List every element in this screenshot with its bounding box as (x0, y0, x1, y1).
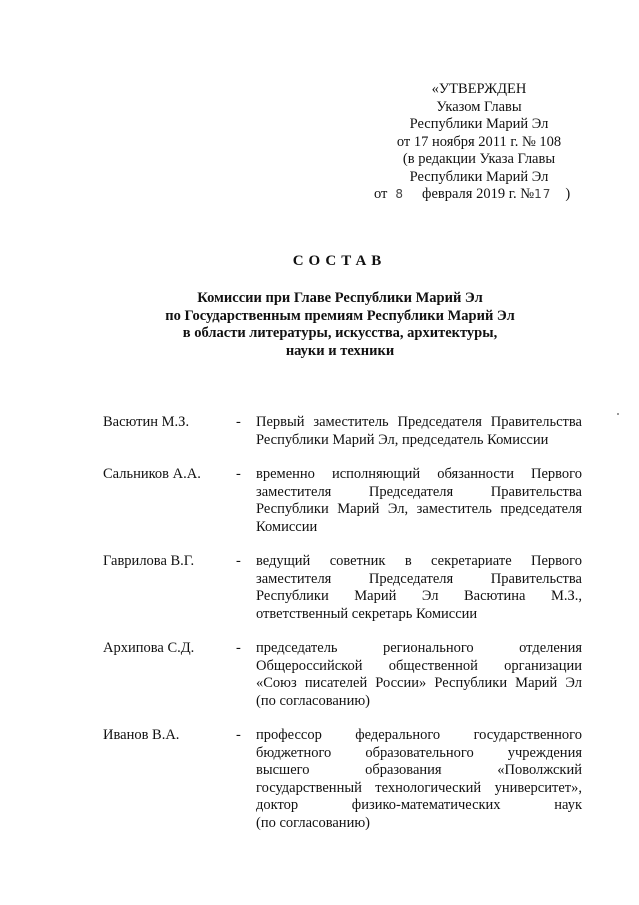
member-description (256, 553, 582, 623)
document-subtitle (120, 290, 560, 360)
member-row (0, 640, 639, 710)
description-line: профессор федерального государственного (256, 727, 582, 743)
member-description (256, 466, 582, 536)
description-line: ответственный секретарь Комиссии (256, 605, 478, 622)
member-name: Иванов В.А. (103, 727, 180, 743)
description-line: Республики Марий Эл, председатель Комиссии (256, 431, 549, 448)
member-dash: - (236, 414, 241, 430)
description-line: «Союз писателей России» Республики Марий Эл (256, 675, 582, 691)
approval-line: Республики Марий Эл (409, 168, 549, 185)
description-line: (по согласованию) (256, 814, 370, 831)
description-line: доктор физико-математических наук (256, 797, 582, 813)
description-line: (по согласованию) (256, 692, 370, 709)
member-dash: - (236, 553, 241, 569)
description-line: государственный технологический университет», (256, 779, 582, 796)
approval-number-handwritten: 17 (534, 187, 552, 201)
member-description (256, 414, 582, 449)
member-dash: - (236, 466, 241, 482)
member-name: Васютин М.З. (103, 414, 190, 430)
member-name: Сальников А.А. (103, 466, 201, 482)
description-line: заместителя Председателя Правительства (256, 483, 582, 500)
member-row (0, 414, 639, 449)
member-dash: - (236, 727, 241, 743)
approval-date-suffix: ) (565, 186, 571, 202)
approval-date-prefix: от (374, 186, 388, 202)
member-row (0, 727, 639, 832)
subtitle-line: по Государственным премиям Республики Марий Эл (165, 307, 515, 324)
description-line: заместителя Председателя Правительства (256, 570, 582, 587)
approval-line: Указом Главы (436, 98, 522, 115)
description-line: бюджетного образовательного учреждения (256, 744, 582, 761)
subtitle-line: Комиссии при Главе Республики Марий Эл (197, 290, 483, 306)
description-line: ведущий советник в секретариате Первого (256, 553, 582, 569)
document-title: СОСТАВ (292, 253, 387, 269)
description-line: высшего образования «Поволжский (256, 762, 582, 778)
member-dash: - (236, 640, 241, 656)
approval-day-handwritten: 8 (395, 187, 405, 201)
approval-line: Республики Марий Эл (409, 116, 549, 132)
approval-line: «УТВЕРЖДЕН (431, 81, 527, 97)
description-line: Комиссии (256, 518, 318, 535)
approval-date-line (360, 186, 598, 204)
member-row (0, 553, 639, 623)
description-line: председатель регионального отделения (256, 640, 582, 656)
description-line: Первый заместитель Председателя Правительства (256, 414, 582, 430)
subtitle-line: науки и техники (285, 342, 395, 359)
member-description (256, 640, 582, 710)
member-name: Архипова С.Д. (103, 640, 195, 656)
subtitle-line: в области литературы, искусства, архитектуры, (182, 325, 498, 341)
description-line: Республики Марий Эл, заместитель председателя (256, 501, 582, 517)
member-description (256, 727, 582, 832)
description-line: Республики Марий Эл Васютина М.З., (256, 588, 582, 604)
members-list (0, 414, 639, 849)
member-name: Гаврилова В.Г. (103, 553, 195, 569)
description-line: временно исполняющий обязанности Первого (256, 466, 582, 482)
approval-date-middle: февраля 2019 г. № (422, 186, 535, 202)
approval-stamp (360, 81, 598, 204)
approval-line: от 17 ноября 2011 г. № 108 (396, 133, 562, 150)
member-row (0, 466, 639, 536)
approval-line: (в редакции Указа Главы (402, 151, 556, 167)
description-line: Общероссийской общественной организации (256, 657, 582, 674)
